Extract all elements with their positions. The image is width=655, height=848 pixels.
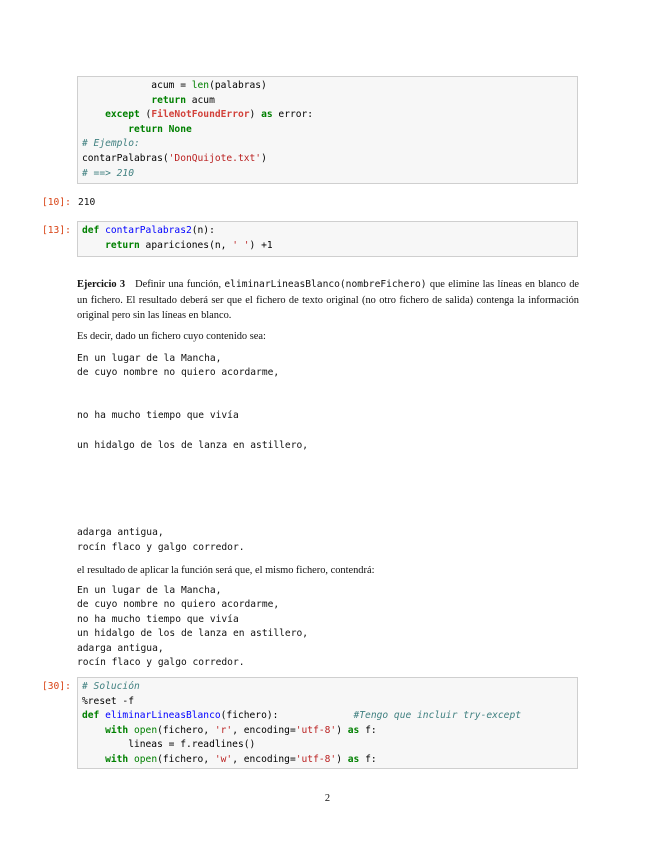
result-line: de cuyo nombre no quiero acordarme, [77,599,280,610]
exercise-paragraph [77,277,579,324]
input-prompt: [13]: [42,225,71,236]
code-block: # Solución %reset -f def eliminarLineasBlanco(fichero): #Tengo que incluir try-except with open(fichero, 'r', encoding='utf-8') as f: lineas = f.readlines() with open(fichero, 'w', encoding='utf-8') as f: [82,681,522,765]
code-cell-30[interactable] [77,677,578,769]
paragraph: Es decir, dado un fichero cuyo contenido sea: [77,331,266,342]
input-prompt: [30]: [42,681,71,692]
code-block: def contarPalabras2(n): return apariciones(n, ' ') +1 [82,225,273,251]
sample-line: no ha mucho tiempo que vivía [77,410,239,421]
exercise-text: Definir una función, [135,279,225,290]
code-block: acum = len(palabras) return acum except (FileNotFoundError) as error: return None # Ejemplo: contarPalabras('DonQuijote.txt') # ==> 210 [82,80,314,179]
sample-line: adarga antigua, [77,527,164,538]
code-cell-continued[interactable] [77,76,578,184]
exercise-title: Ejercicio 3 [77,279,126,290]
result-line: adarga antigua, [77,643,164,654]
page-number: 2 [324,793,331,804]
exercise-text: que elimine las líneas en blanco de un fichero. El resultado deberá ser que el fichero de texto original (no otro fichero de salida) contenga la información original pero sin las líneas en blanco. [77,279,580,321]
cell-output: 210 [78,197,96,208]
sample-line: un hidalgo de los de lanza en astillero, [77,440,309,451]
paragraph: el resultado de aplicar la función será que, el mismo fichero, contendrá: [77,565,375,576]
function-name-inline: eliminarLineasBlanco(nombreFichero) [224,279,427,290]
result-line: En un lugar de la Mancha, [77,585,222,596]
result-line: rocín flaco y galgo corredor. [77,657,245,668]
sample-line: En un lugar de la Mancha, [77,353,222,364]
sample-line: rocín flaco y galgo corredor. [77,542,245,553]
result-line: un hidalgo de los de lanza en astillero, [77,628,309,639]
sample-line: de cuyo nombre no quiero acordarme, [77,367,280,378]
result-line: no ha mucho tiempo que vivía [77,614,239,625]
output-prompt: [10]: [42,197,71,208]
code-cell-13[interactable] [77,221,578,257]
